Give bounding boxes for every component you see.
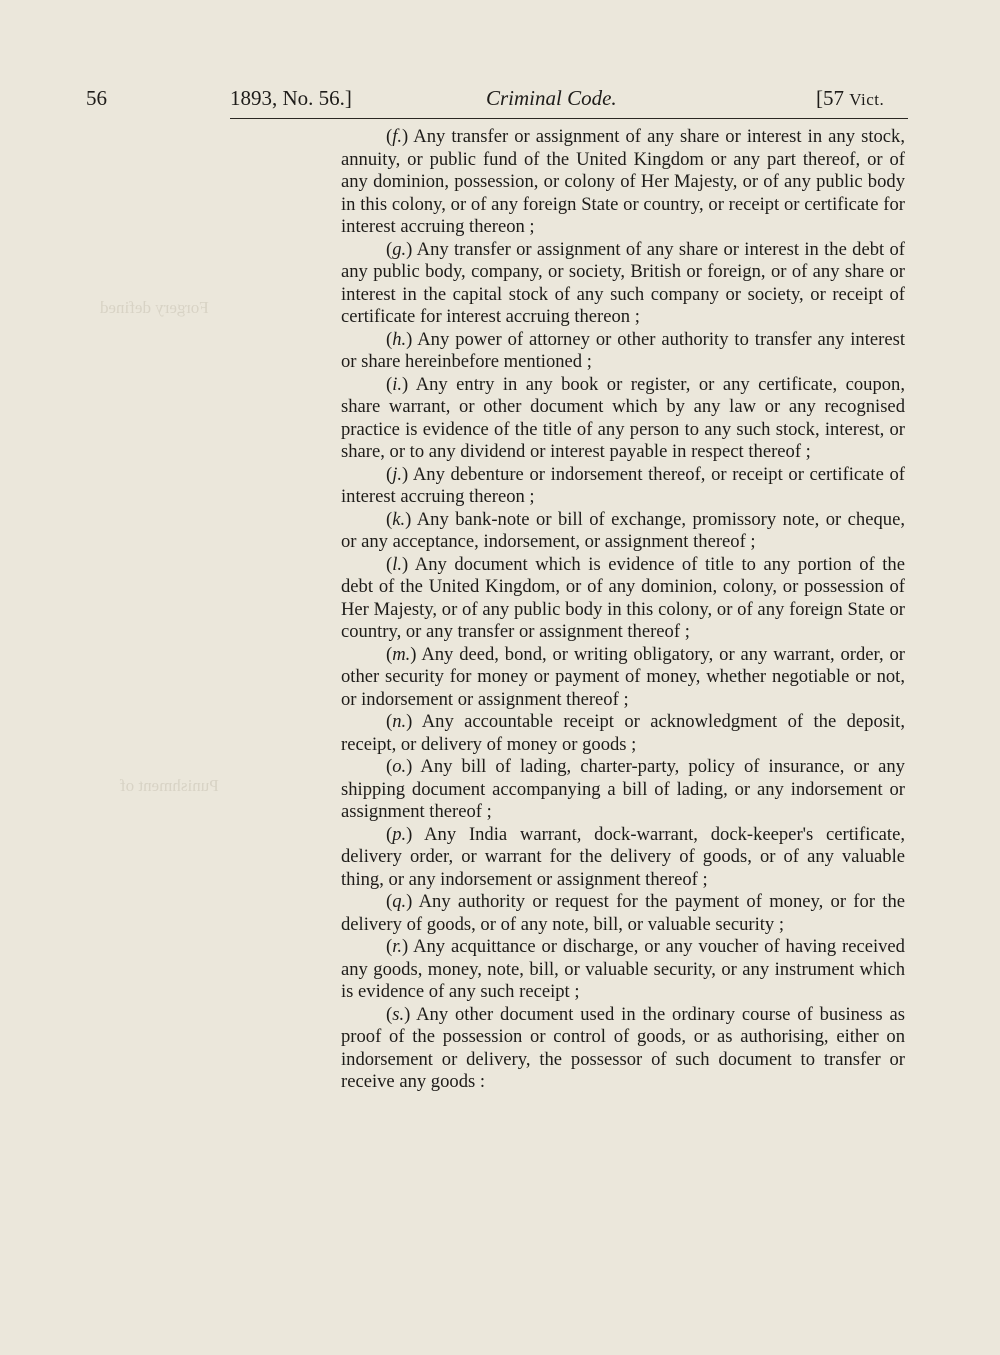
clause-text: Any bill of lading, charter-party, policy of insurance, or any shipping document accompanying a bill of lading, or any indorsement or assignment thereof ; — [341, 756, 905, 822]
clause-label: r. — [392, 936, 403, 957]
clause-label: g. — [392, 238, 407, 260]
show-through-marginal-note-2: Punishment of — [120, 776, 219, 795]
clause-label: j. — [392, 463, 403, 485]
regnal-year-reign: Vict. — [849, 90, 885, 109]
clause-paragraph: (q.) Any authority or request for the payment of money, or for the delivery of goods, or of any note, bill, or valuable security ; — [341, 891, 905, 935]
clause-label: f. — [392, 126, 403, 147]
clause-paragraph: (h.) Any power of attorney or other authority to transfer any interest or share hereinbefore mentioned ; — [341, 328, 905, 372]
clause-paragraph: (k.) Any bank-note or bill of exchange, promissory note, or cheque, or any acceptance, indorsement, or assignment thereof ; — [341, 508, 905, 552]
clause-paragraph: (f.) Any transfer or assignment of any share or interest in any stock, annuity, or public fund of the United Kingdom or any part thereof, or of any dominion, possession, or colony of Her Majesty, or of any public body in this colony, or of any foreign State or country, or receipt or certificate for interest accruing thereon ; — [341, 126, 905, 237]
page-number: 56 — [86, 86, 107, 110]
clause-paragraph: (o.) Any bill of lading, charter-party, policy of insurance, or any shipping document accompanying a bill of lading, or any indorsement or assignment thereof ; — [341, 756, 905, 822]
clause-text: Any authority or request for the payment of money, or for the delivery of goods, or of any note, bill, or valuable security ; — [341, 891, 905, 935]
clause-label: h. — [392, 328, 407, 350]
regnal-year — [816, 86, 884, 111]
clause-label: m. — [392, 643, 411, 665]
clause-paragraph: (s.) Any other document used in the ordinary course of business as proof of the possession or control of goods, or as authorising, either on indorsement or delivery, the possessor of such document to transfer or receive any goods : — [341, 1003, 905, 1092]
clause-label: q. — [392, 891, 407, 912]
clause-text: Any power of attorney or other authority to transfer any interest or share hereinbefore mentioned ; — [341, 328, 905, 372]
clause-text: Any India warrant, dock-warrant, dock-keeper's certificate, delivery order, or warrant for the delivery of goods, or of any valuable thing, or any indorsement or assignment thereof ; — [341, 823, 905, 890]
regnal-year-number: [57 — [816, 86, 850, 110]
clause-text: Any accountable receipt or acknowledgment of the deposit, receipt, or delivery of money or goods ; — [341, 711, 905, 755]
clause-paragraph: (j.) Any debenture or indorsement thereof, or receipt or certificate of interest accruing thereon ; — [341, 463, 905, 507]
clause-paragraph: (r.) Any acquittance or discharge, or any voucher of having received any goods, money, note, bill, or valuable security, or any instrument which is evidence of any such receipt ; — [341, 936, 905, 1002]
clause-label: p. — [392, 823, 407, 845]
show-through-marginal-note: Forgery defined — [100, 298, 209, 317]
clause-paragraph: (l.) Any document which is evidence of title to any portion of the debt of the United Kingdom, or of any dominion, colony, or possession of Her Majesty, or of any public body in this colony, or of any foreign State or country, or any transfer or assignment thereof ; — [341, 553, 905, 642]
clause-label: s. — [392, 1003, 405, 1025]
clause-text: Any acquittance or discharge, or any voucher of having received any goods, money, note, bill, or valuable security, or any instrument which is evidence of any such receipt ; — [341, 936, 905, 1002]
running-title: Criminal Code. — [486, 86, 617, 110]
clause-paragraph: (m.) Any deed, bond, or writing obligatory, or any warrant, order, or other security for money or payment of money, whether negotiable or not, or indorsement or assignment thereof ; — [341, 643, 905, 710]
clause-paragraph: (g.) Any transfer or assignment of any share or interest in the debt of any public body, company, or society, British or foreign, or of any share or interest in the capital stock of any such company or society, or receipt of certificate for interest accruing thereon ; — [341, 238, 905, 327]
header-rule — [230, 118, 908, 119]
clause-label: i. — [392, 373, 403, 395]
act-reference: 1893, No. 56.] — [230, 86, 352, 110]
clause-label: n. — [392, 711, 407, 732]
body-text — [341, 126, 905, 1094]
clause-paragraph: (p.) Any India warrant, dock-warrant, dock-keeper's certificate, delivery order, or warrant for the delivery of goods, or of any valuable thing, or any indorsement or assignment thereof ; — [341, 823, 905, 890]
clause-paragraph: (i.) Any entry in any book or register, or any certificate, coupon, share warrant, or other document which by any law or any recognised practice is evidence of the title of any person to any such stock, interest, or share, or to any dividend or interest payable in respect thereof ; — [341, 373, 905, 462]
clause-text: Any bank-note or bill of exchange, promissory note, or cheque, or any acceptance, indorsement, or assignment thereof ; — [341, 508, 905, 552]
clause-text: Any transfer or assignment of any share or interest in any stock, annuity, or public fund of the United Kingdom or any part thereof, or of any dominion, possession, or colony of Her Majesty, or of any public body in this colony, or of any foreign State or country, or receipt or certificate for interest accruing thereon ; — [341, 126, 905, 237]
clause-text: Any deed, bond, or writing obligatory, or any warrant, order, or other security for money or payment of money, whether negotiable or not, or indorsement or assignment thereof ; — [341, 643, 905, 710]
clause-text: Any document which is evidence of title to any portion of the debt of the United Kingdom, or of any dominion, colony, or possession of Her Majesty, or of any public body in this colony, or of any foreign State or country, or any transfer or assignment thereof ; — [341, 553, 905, 642]
clause-paragraph: (n.) Any accountable receipt or acknowledgment of the deposit, receipt, or delivery of money or goods ; — [341, 711, 905, 755]
running-header — [0, 80, 1000, 114]
clause-text: Any debenture or indorsement thereof, or receipt or certificate of interest accruing thereon ; — [341, 463, 905, 507]
clause-label: k. — [392, 508, 406, 530]
clause-label: l. — [392, 553, 403, 575]
clause-text: Any entry in any book or register, or any certificate, coupon, share warrant, or other document which by any law or any recognised practice is evidence of the title of any person to any such stock, interest, or share, or to any dividend or interest payable in respect thereof ; — [341, 373, 905, 462]
clause-label: o. — [392, 756, 407, 777]
clause-text: Any transfer or assignment of any share or interest in the debt of any public body, company, or society, British or foreign, or of any share or interest in the capital stock of any such company or society, or receipt of certificate for interest accruing thereon ; — [341, 238, 905, 327]
clause-text: Any other document used in the ordinary course of business as proof of the possession or control of goods, or as authorising, either on indorsement or delivery, the possessor of such document to transfer or receive any goods : — [341, 1003, 905, 1092]
